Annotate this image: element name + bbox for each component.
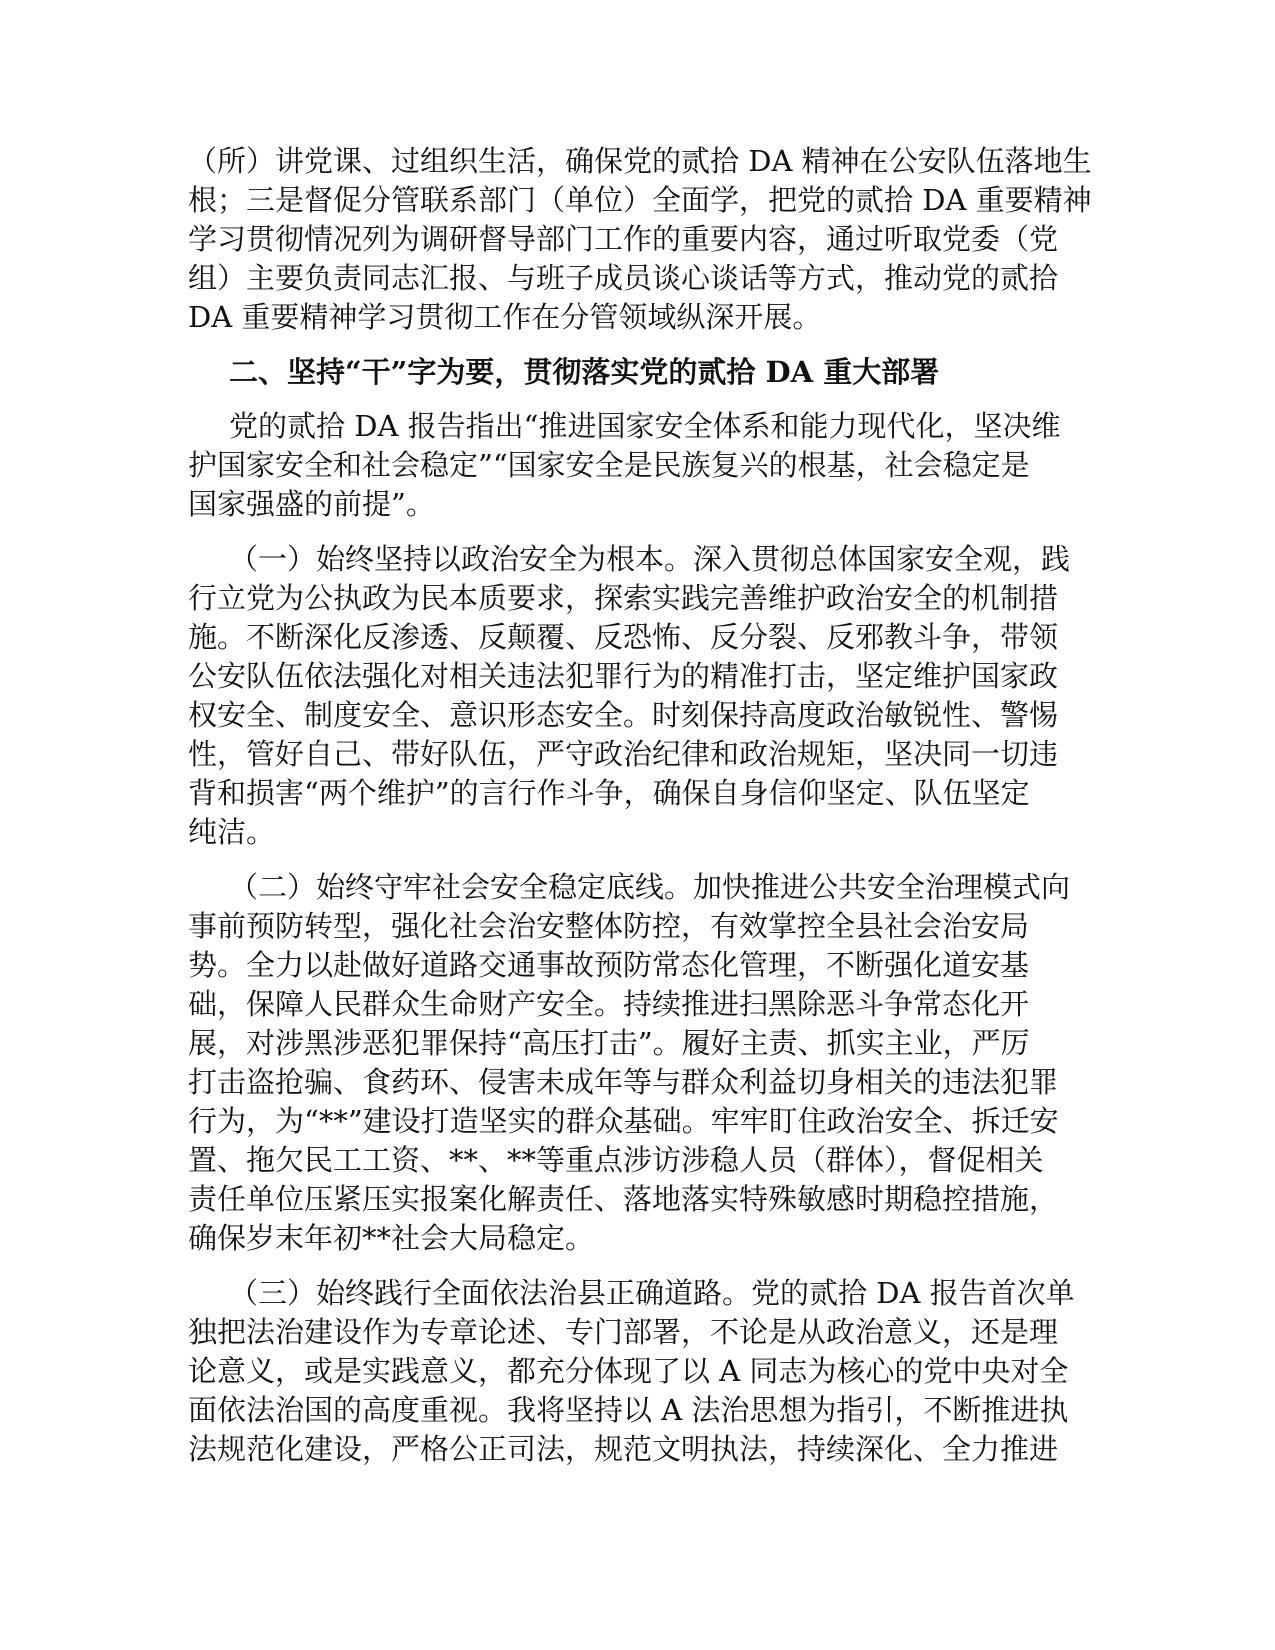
paragraph-4-line-8: 置、拖欠民工工资、**、**等重点涉访涉稳人员（群体），督促相关 [188,1143,1044,1177]
paragraph-1-line-3: 学习贯彻情况列为调研督导部门工作的重要内容，通过听取党委（党 [188,222,1059,256]
paragraph-2-line-3: 国家强盛的前提”。 [188,487,435,521]
paragraph-3-line-1: （一）始终坚持以政治安全为根本。深入贯彻总体国家安全观，践 [229,542,1071,576]
paragraph-4-line-7: 行为，为“**”建设打造坚实的群众基础。牢牢盯住政治安全、拆迁安 [188,1104,1059,1138]
paragraph-3-line-6: 性，管好自己、带好队伍，严守政治纪律和政治规矩，坚决同一切违 [188,737,1059,771]
paragraph-4-line-1: （二）始终守牢社会安全稳定底线。加快推进公共安全治理模式向 [229,870,1071,904]
paragraph-5-line-3: 论意义，或是实践意义，都充分体现了以 A 同志为核心的党中央对全 [188,1354,1069,1388]
paragraph-4-line-5: 展，对涉黑涉恶犯罪保持“高压打击”。履好主责、抓实主业，严厉 [188,1026,1030,1060]
paragraph-2-line-1: 党的贰拾 DA 报告指出“推进国家安全体系和能力现代化，坚决维 [229,409,1061,443]
paragraph-3-line-3: 施。不断深化反渗透、反颠覆、反恐怖、反分裂、反邪教斗争，带领 [188,620,1059,654]
paragraph-5-line-1: （三）始终践行全面依法治县正确道路。党的贰拾 DA 报告首次单 [229,1276,1075,1310]
paragraph-3-line-5: 权安全、制度安全、意识形态安全。时刻保持高度政治敏锐性、警惕 [188,698,1059,732]
paragraph-4-line-6: 打击盗抢骗、食药环、侵害未成年等与群众利益切身相关的违法犯罪 [188,1065,1059,1099]
paragraph-3-line-7: 背和损害“两个维护”的言行作斗争，确保自身信仰坚定、队伍坚定 [188,776,1030,810]
paragraph-3-line-8: 纯洁。 [188,815,276,849]
paragraph-5-line-5: 法规范化建设，严格公正司法，规范文明执法，持续深化、全力推进 [188,1432,1059,1466]
paragraph-3-line-4: 公安队伍依法强化对相关违法犯罪行为的精准打击，坚定维护国家政 [188,659,1059,693]
paragraph-1-line-1: （所）讲党课、过组织生活，确保党的贰拾 DA 精神在公安队伍落地生 [188,144,1092,178]
paragraph-1-line-5: DA 重要精神学习贯彻工作在分管领域纵深开展。 [188,300,822,334]
paragraph-4-line-2: 事前预防转型，强化社会治安整体防控，有效掌控全县社会治安局 [188,909,1030,943]
paragraph-5-line-2: 独把法治建设作为专章论述、专门部署，不论是从政治意义，还是理 [188,1315,1059,1349]
section-heading-2: 二、坚持“干”字为要，贯彻落实党的贰拾 DA 重大部署 [229,355,940,389]
paragraph-1-line-4: 组）主要负责同志汇报、与班子成员谈心谈话等方式，推动党的贰拾 [188,261,1059,295]
paragraph-3-line-2: 行立党为公执政为民本质要求，探索实践完善维护政治安全的机制措 [188,581,1059,615]
paragraph-4-line-10: 确保岁末年初**社会大局稳定。 [188,1221,595,1255]
paragraph-5-line-4: 面依法治国的高度重视。我将坚持以 A 法治思想为指引，不断推进执 [188,1393,1069,1427]
paragraph-4-line-9: 责任单位压紧压实报案化解责任、落地落实特殊敏感时期稳控措施， [188,1182,1059,1216]
paragraph-4-line-3: 势。全力以赴做好道路交通事故预防常态化管理，不断强化道安基 [188,948,1030,982]
paragraph-4-line-4: 础，保障人民群众生命财产安全。持续推进扫黑除恶斗争常态化开 [188,987,1030,1021]
paragraph-2-line-2: 护国家安全和社会稳定”“国家安全是民族复兴的根基，社会稳定是 [188,448,1030,482]
paragraph-1-line-2: 根；三是督促分管联系部门（单位）全面学，把党的贰拾 DA 重要精神 [188,183,1092,217]
